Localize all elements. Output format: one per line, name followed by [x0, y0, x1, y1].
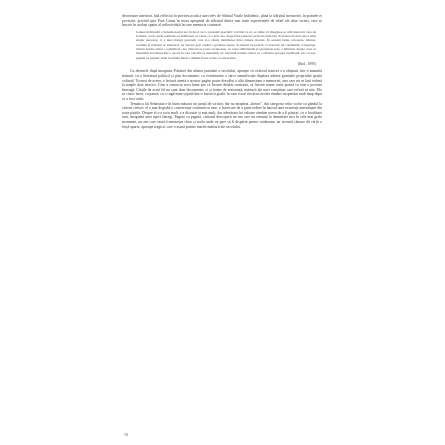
page-number: 10: [124, 432, 128, 437]
body-paragraph-1: Cu desenele după imaginea Poloniei din ultima jumătate a secolului, aproape că cititorul francez s-a obișnuit, într-o anumită măsură, cu o literatură politică și prin documente, cu evenimente a căror semnificație depășea adesea granițele propriului spațiu cultural. Tocmai de aceea, o lectură atentă a acestor pagini poate dezvălui o altă dimensiune a memoriei, una care nu se lasă redusă la simple date istorice. Cine a cunoscut acea lume știe că fiecare detaliu contează, că fiecare nume rostit poartă cu sine o poveste întreagă. Cărțile de acest fel nu sunt doar documente, ci și forme de rezistență, mărturii ale unei conștiințe care refuză să uite. Ele se citesc încet, cu pauze, ca o rugăciune șoptită într-o biserică goală, în care ecoul fiecărui cuvânt rămâne suspendat mult timp după ce a fost rostit.: [122, 69, 322, 102]
intro-paragraph: decorinare interioră, lată reflectat în privirea acută a unei elev de Sfântul Vasile îndoielnic, până la sfârșitul memoriei, în primele ei povestiri, privind spre Paul Goma în seara apropiată de sfârșitul dintre mai toate experiențele de relief ale altor scrieri, care se înscrie în același spațiu al reflexivității în care memoria contează.: [122, 14, 322, 28]
text-column: [122, 14, 322, 129]
block-quote: Lumea închipuită a Sebastian-ului are în mod cert o prezență specială: vorbind cu el, se simte că imaginea se află mereu în curs de formare, acolo unde realitatea se întâlnește cu visul, ca o apă care curge între pietrele vechi ale unui râu. Povestea nu mai este a unui singur personaj, ci a unei întregi generații care și-a căutat identitatea între ruinele istoriei. În această lume, prietenia, iubirea, credința și trădarea se amestecă, iar fiecare gest capătă o greutate aparte. Scriitorul nu judecă, ci observă; nu condamnă, ci înțelege. Textul devine astfel o oglindă în care cititorul se poate recunoaște, cu toate slăbiciunile și speranțele sale, o mărturie despre ceea ce înseamnă să trăiești într-o epocă în care valorile se destramă, iar adevărul trebuie căutat cu o răbdare aproape nesfârșită, pas cu pas, pagină cu pagină, până la ultima literă a ultimei fraze scrise cu sinceritate.: [136, 29, 316, 60]
quote-citation: (Ibid., 1995): [297, 61, 316, 66]
body-paragraph-2: Tematica lui Sebastian e în bună măsură un jurnal de scriitor, dar nu neapărat „literar”, din categoria celor scrise cu gândul la viitorii cititori; el e mai degrabă o conversație continuă cu sine, o încercare de a pune ordine în haosul unei existențe amenințate din toate părțile. Despre el s-a scris mult, s-a discutat și mai mult, dar adevărata lui valoare rămâne aceea de a fi păstrat, cu o luciditate rară, imaginea unei epoci întregi. Pagina cu pagină, cititorul descoperă un om care nu renunță la demnitate nici în cele mai grele momente, un om care caută frumusețea chiar și acolo unde ea pare să fi dispărut pentru totdeauna, iar această căutare dă cărții o forță aparte, aproape tragică, care o așază printre marile mărturii ale secolului.: [122, 101, 323, 129]
